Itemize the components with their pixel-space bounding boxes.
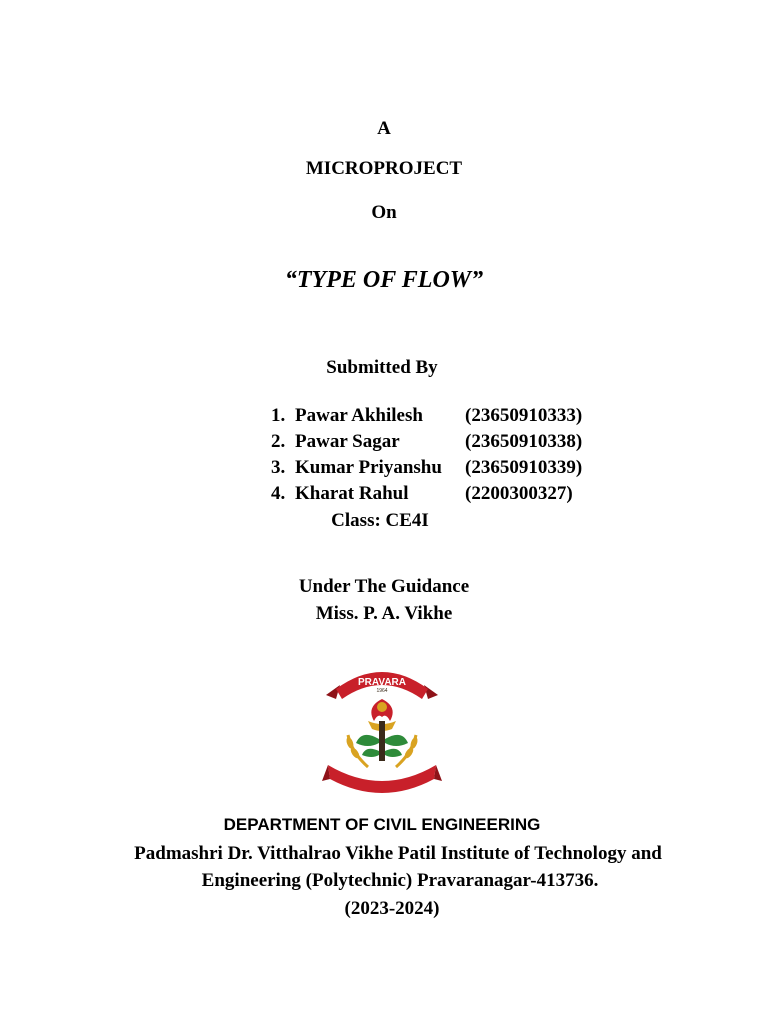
member-number: 3. bbox=[271, 457, 286, 478]
heading-microproject: MICROPROJECT bbox=[305, 158, 463, 179]
class-line: Class: CE4I bbox=[331, 510, 429, 531]
member-name: Pawar Akhilesh bbox=[295, 405, 423, 426]
member-roll: (23650910338) bbox=[465, 431, 583, 452]
institute-logo bbox=[322, 655, 442, 795]
institute-line-2: Engineering (Polytechnic) Pravaranagar-413736. bbox=[201, 870, 599, 891]
guide-name: Miss. P. A. Vikhe bbox=[315, 603, 453, 624]
member-roll: (23650910339) bbox=[465, 457, 583, 478]
heading-on: On bbox=[371, 202, 397, 223]
project-title: “TYPE OF FLOW” bbox=[284, 267, 484, 293]
logo-banner-text: PRAVARA bbox=[358, 677, 406, 688]
heading-a: A bbox=[377, 118, 391, 139]
member-roll: (23650910333) bbox=[465, 405, 583, 426]
department-name: DEPARTMENT OF CIVIL ENGINEERING bbox=[223, 815, 541, 834]
logo-year: 1964 bbox=[376, 688, 388, 694]
institute-line-1: Padmashri Dr. Vitthalrao Vikhe Patil Institute of Technology and bbox=[134, 843, 662, 864]
member-number: 4. bbox=[271, 483, 286, 504]
academic-year: (2023-2024) bbox=[344, 898, 440, 919]
member-number: 1. bbox=[271, 405, 286, 426]
member-name: Pawar Sagar bbox=[295, 431, 400, 452]
member-name: Kumar Priyanshu bbox=[295, 457, 442, 478]
member-name: Kharat Rahul bbox=[295, 483, 409, 504]
member-number: 2. bbox=[271, 431, 286, 452]
submitted-by-label: Submitted By bbox=[326, 357, 438, 378]
guidance-label: Under The Guidance bbox=[298, 576, 470, 597]
member-roll: (2200300327) bbox=[465, 483, 573, 504]
